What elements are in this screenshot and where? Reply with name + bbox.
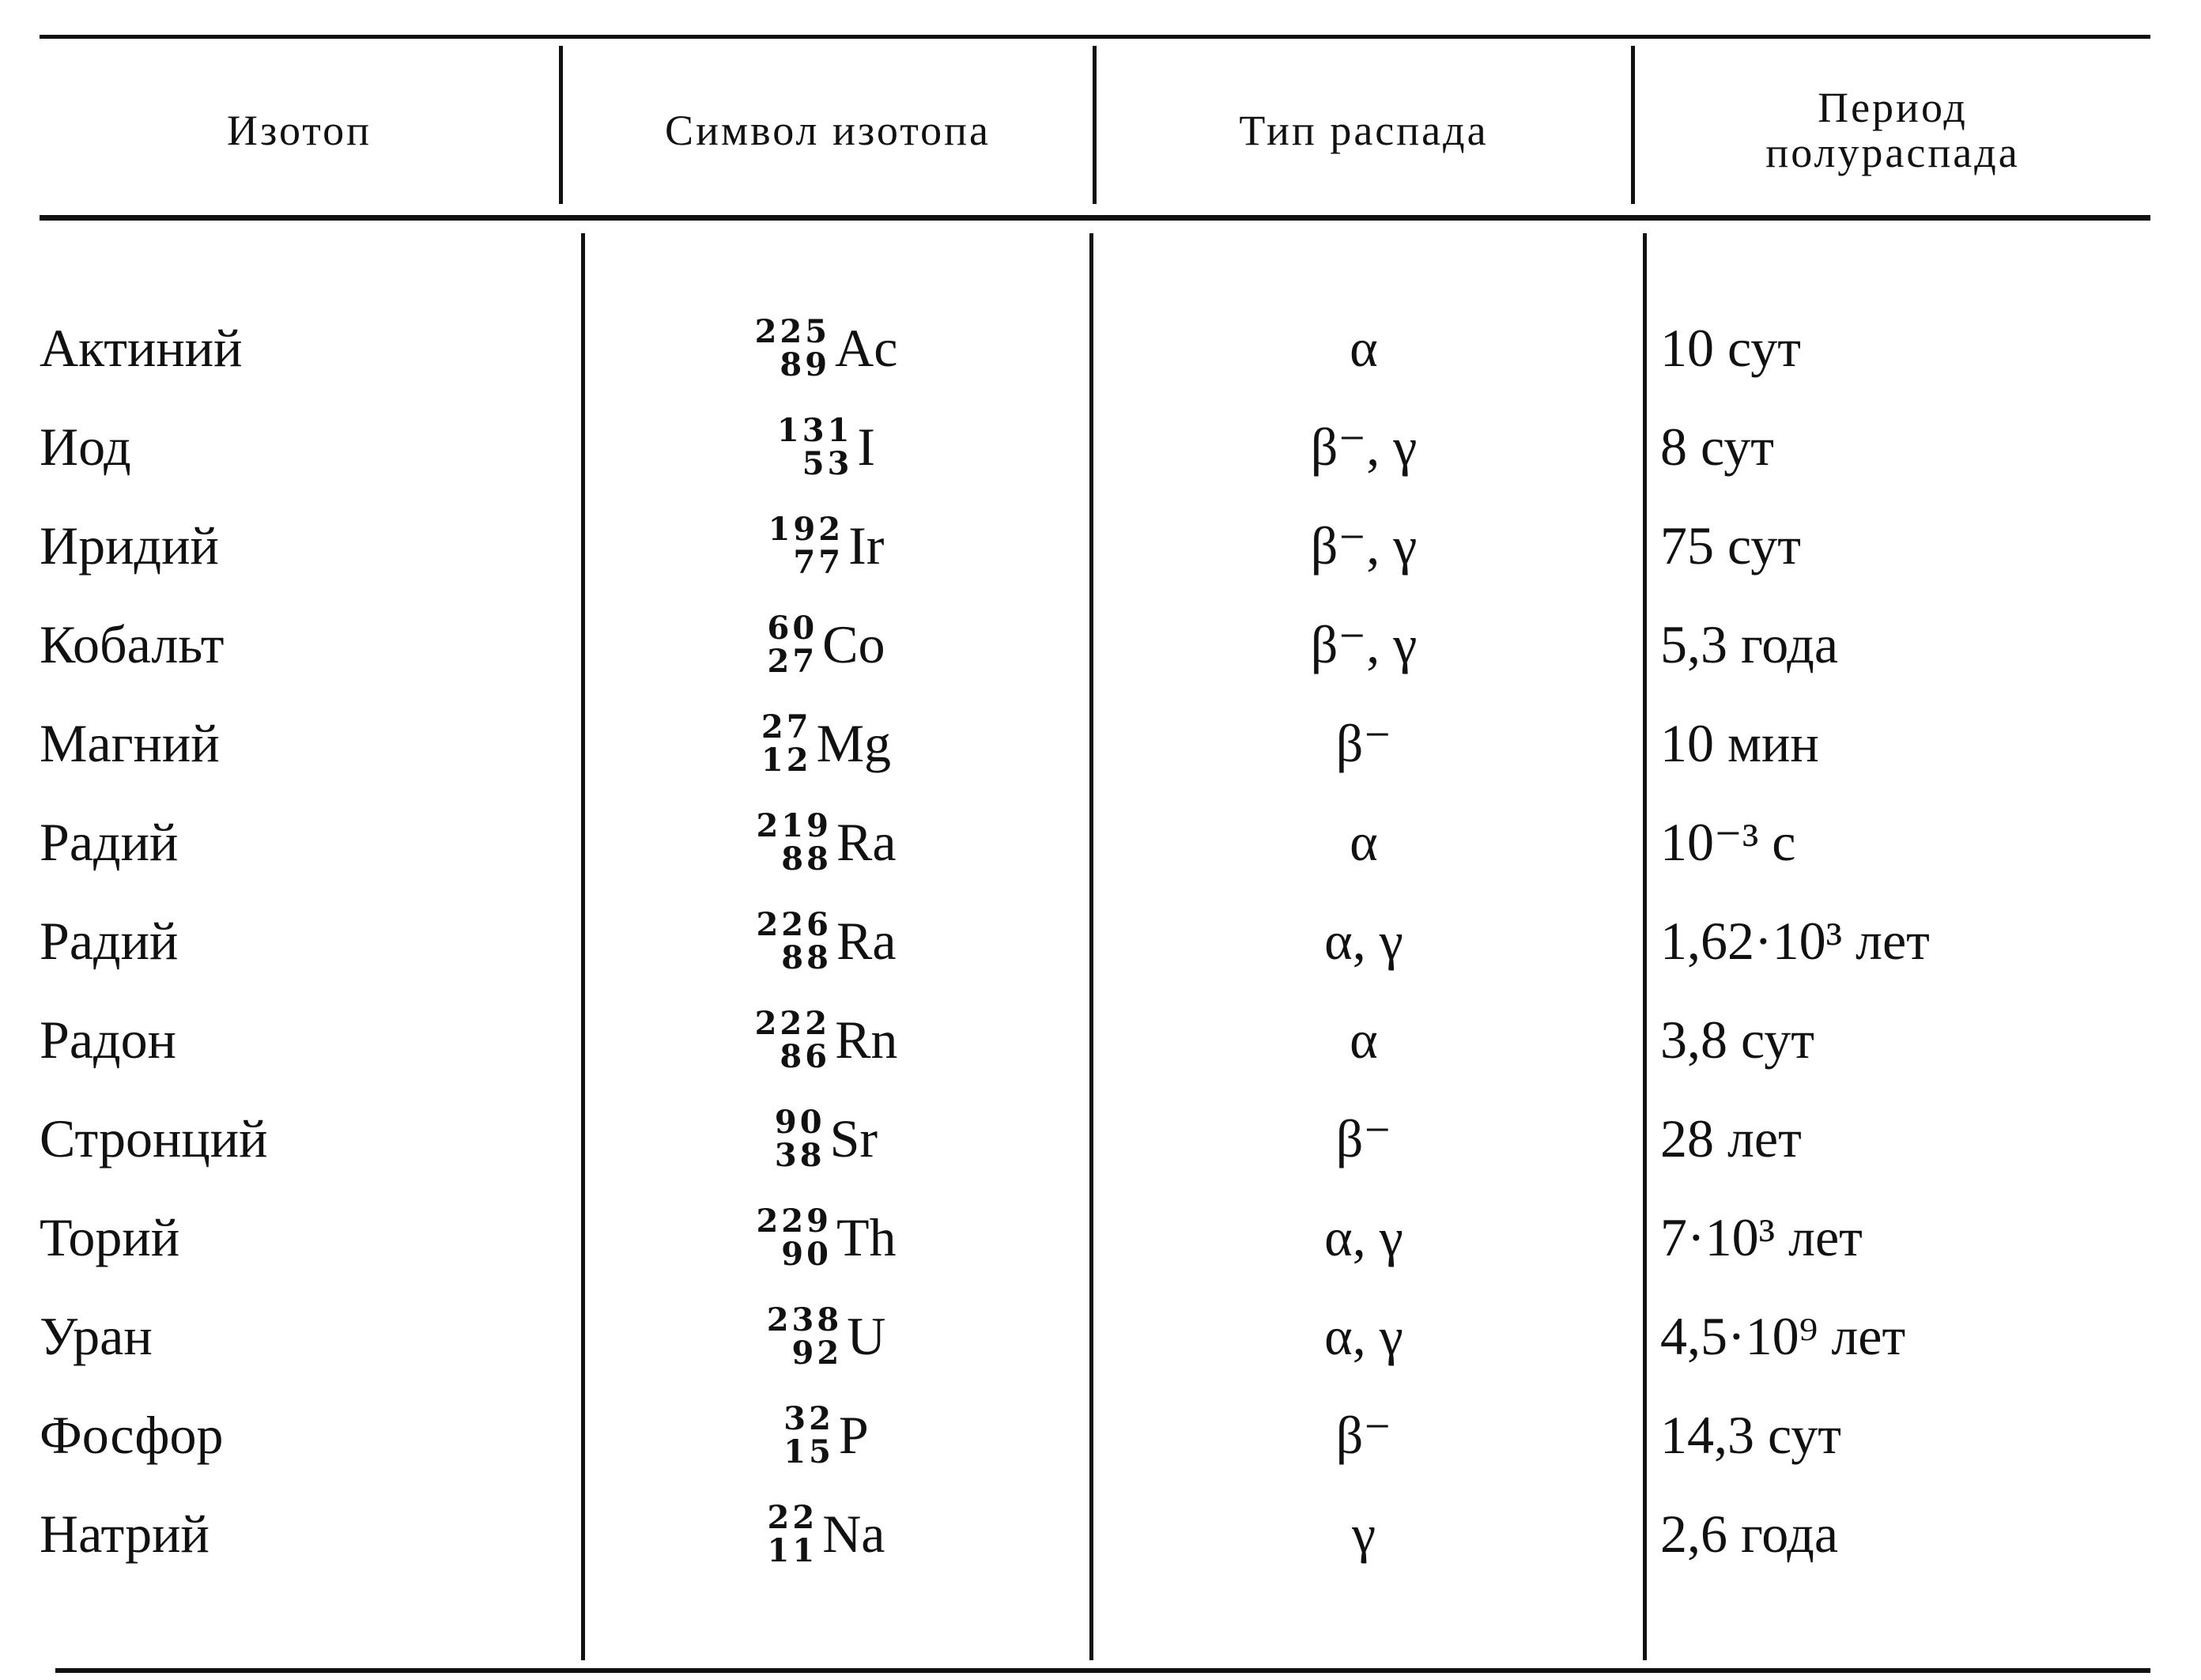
nuclide-numbers bbox=[776, 411, 853, 482]
decay-type: β⁻ bbox=[1335, 1405, 1392, 1465]
table-row bbox=[0, 1485, 2201, 1584]
nuclide-numbers bbox=[767, 609, 818, 680]
atomic-number: 88 bbox=[781, 938, 832, 976]
atomic-number: 12 bbox=[761, 741, 812, 779]
nuclide-numbers bbox=[783, 1399, 834, 1470]
atomic-number: 27 bbox=[767, 642, 818, 680]
isotope-name: Фосфор bbox=[40, 1405, 224, 1465]
isotope-name: Натрий bbox=[40, 1504, 210, 1564]
mass-number: 229 bbox=[756, 1202, 832, 1240]
isotope-name: Магний bbox=[40, 713, 220, 773]
isotope-name: Иридий bbox=[40, 515, 219, 576]
atomic-number: 77 bbox=[793, 543, 844, 581]
table-row bbox=[0, 496, 2201, 595]
table-row bbox=[0, 398, 2201, 496]
decay-type: β⁻, γ bbox=[1310, 614, 1418, 674]
nuclide-numbers bbox=[756, 806, 832, 878]
mass-number: 222 bbox=[754, 1004, 831, 1042]
element-symbol: Ra bbox=[836, 911, 897, 971]
header-rule bbox=[40, 215, 2150, 221]
element-symbol: Mg bbox=[816, 713, 892, 773]
isotope-symbol bbox=[569, 1188, 1083, 1287]
isotope-symbol bbox=[569, 793, 1083, 892]
isotope-name: Стронций bbox=[40, 1108, 268, 1168]
nuclide-numbers bbox=[754, 312, 831, 383]
isotope-name: Кобальт bbox=[40, 614, 225, 674]
element-symbol: Na bbox=[822, 1504, 885, 1564]
decay-type: β⁻ bbox=[1335, 713, 1392, 773]
nuclide-numbers bbox=[767, 1498, 818, 1569]
element-symbol: U bbox=[847, 1306, 886, 1366]
half-life: 3,8 сут bbox=[1660, 1010, 1815, 1070]
isotope-symbol bbox=[569, 398, 1083, 496]
element-symbol: Ir bbox=[848, 515, 885, 576]
half-life: 2,6 года bbox=[1660, 1504, 1839, 1564]
table-row bbox=[0, 793, 2201, 892]
half-life: 1,62·10³ лет bbox=[1660, 911, 1930, 971]
isotope-name: Торий bbox=[40, 1207, 180, 1267]
table-row bbox=[0, 1188, 2201, 1287]
atomic-number: 86 bbox=[780, 1037, 831, 1075]
decay-type: β⁻, γ bbox=[1310, 515, 1418, 576]
mass-number: 219 bbox=[756, 806, 832, 844]
mass-number: 225 bbox=[754, 312, 831, 350]
table-row bbox=[0, 694, 2201, 793]
half-life: 4,5·10⁹ лет bbox=[1660, 1306, 1906, 1366]
element-symbol: P bbox=[838, 1405, 869, 1465]
nuclide-numbers bbox=[774, 1103, 825, 1174]
nuclide-numbers bbox=[768, 510, 844, 581]
isotope-symbol bbox=[569, 991, 1083, 1089]
decay-type: γ bbox=[1351, 1504, 1376, 1564]
decay-type: α, γ bbox=[1324, 1306, 1403, 1366]
table-row bbox=[0, 991, 2201, 1089]
nuclide-numbers bbox=[761, 708, 812, 779]
element-symbol: I bbox=[857, 417, 876, 477]
decay-type: α, γ bbox=[1324, 911, 1403, 971]
isotope-symbol bbox=[569, 1089, 1083, 1188]
decay-type: β⁻ bbox=[1335, 1108, 1392, 1168]
isotope-symbol bbox=[569, 299, 1083, 398]
isotope-symbol bbox=[569, 1287, 1083, 1386]
half-life: 28 лет bbox=[1660, 1108, 1802, 1168]
half-life: 7·10³ лет bbox=[1660, 1207, 1863, 1267]
decay-type: α, γ bbox=[1324, 1207, 1403, 1267]
half-life: 8 сут bbox=[1660, 417, 1775, 477]
mass-number: 27 bbox=[761, 708, 812, 746]
decay-type: β⁻, γ bbox=[1310, 417, 1418, 477]
isotope-symbol bbox=[569, 595, 1083, 694]
isotope-symbol bbox=[569, 1485, 1083, 1584]
element-symbol: Sr bbox=[829, 1108, 878, 1168]
atomic-number: 11 bbox=[767, 1531, 818, 1569]
header-half-life: Период полураспада bbox=[1765, 84, 2020, 176]
table-row bbox=[0, 1287, 2201, 1386]
decay-type: α bbox=[1350, 1010, 1378, 1070]
element-symbol: Rn bbox=[835, 1010, 898, 1070]
mass-number: 131 bbox=[776, 411, 853, 449]
decay-type: α bbox=[1350, 318, 1378, 378]
header-isotope: Изотоп bbox=[226, 106, 372, 154]
element-symbol: Th bbox=[836, 1207, 897, 1267]
atomic-number: 88 bbox=[781, 840, 832, 878]
isotope-symbol bbox=[569, 1386, 1083, 1485]
mass-number: 22 bbox=[767, 1498, 818, 1536]
mass-number: 226 bbox=[756, 905, 832, 943]
atomic-number: 89 bbox=[780, 345, 831, 383]
half-life: 10 мин bbox=[1660, 713, 1819, 773]
atomic-number: 90 bbox=[781, 1235, 832, 1273]
nuclide-numbers bbox=[766, 1301, 843, 1372]
nuclide-numbers bbox=[756, 1202, 832, 1273]
table-row bbox=[0, 1089, 2201, 1188]
isotope-symbol bbox=[569, 694, 1083, 793]
header-decay-type: Тип распада bbox=[1239, 106, 1489, 154]
isotope-name: Уран bbox=[40, 1306, 153, 1366]
isotope-name: Иод bbox=[40, 417, 131, 477]
table-row bbox=[0, 299, 2201, 398]
isotope-name: Радон bbox=[40, 1010, 176, 1070]
isotope-name: Актиний bbox=[40, 318, 243, 378]
mass-number: 60 bbox=[767, 609, 818, 647]
isotope-name: Радий bbox=[40, 911, 179, 971]
element-symbol: Co bbox=[822, 614, 885, 674]
mass-number: 90 bbox=[774, 1103, 825, 1141]
atomic-number: 92 bbox=[791, 1334, 843, 1372]
isotope-name: Радий bbox=[40, 812, 179, 872]
table-row bbox=[0, 595, 2201, 694]
top-rule bbox=[40, 35, 2150, 39]
half-life: 10 сут bbox=[1660, 318, 1802, 378]
mass-number: 192 bbox=[768, 510, 844, 548]
table-row bbox=[0, 892, 2201, 991]
half-life: 14,3 сут bbox=[1660, 1405, 1842, 1465]
half-life: 10⁻³ с bbox=[1660, 812, 1796, 872]
decay-type: α bbox=[1350, 812, 1378, 872]
isotope-symbol bbox=[569, 892, 1083, 991]
atomic-number: 53 bbox=[802, 444, 853, 482]
element-symbol: Ra bbox=[836, 812, 897, 872]
bottom-rule bbox=[55, 1668, 2150, 1673]
header-symbol: Символ изотопа bbox=[665, 106, 991, 154]
atomic-number: 38 bbox=[774, 1136, 825, 1174]
isotope-symbol bbox=[569, 496, 1083, 595]
half-life: 75 сут bbox=[1660, 515, 1802, 576]
mass-number: 32 bbox=[783, 1399, 834, 1437]
half-life: 5,3 года bbox=[1660, 614, 1839, 674]
table-row bbox=[0, 1386, 2201, 1485]
nuclide-numbers bbox=[756, 905, 832, 976]
mass-number: 238 bbox=[766, 1301, 843, 1338]
nuclide-numbers bbox=[754, 1004, 831, 1075]
atomic-number: 15 bbox=[783, 1433, 834, 1470]
element-symbol: Ac bbox=[835, 318, 898, 378]
